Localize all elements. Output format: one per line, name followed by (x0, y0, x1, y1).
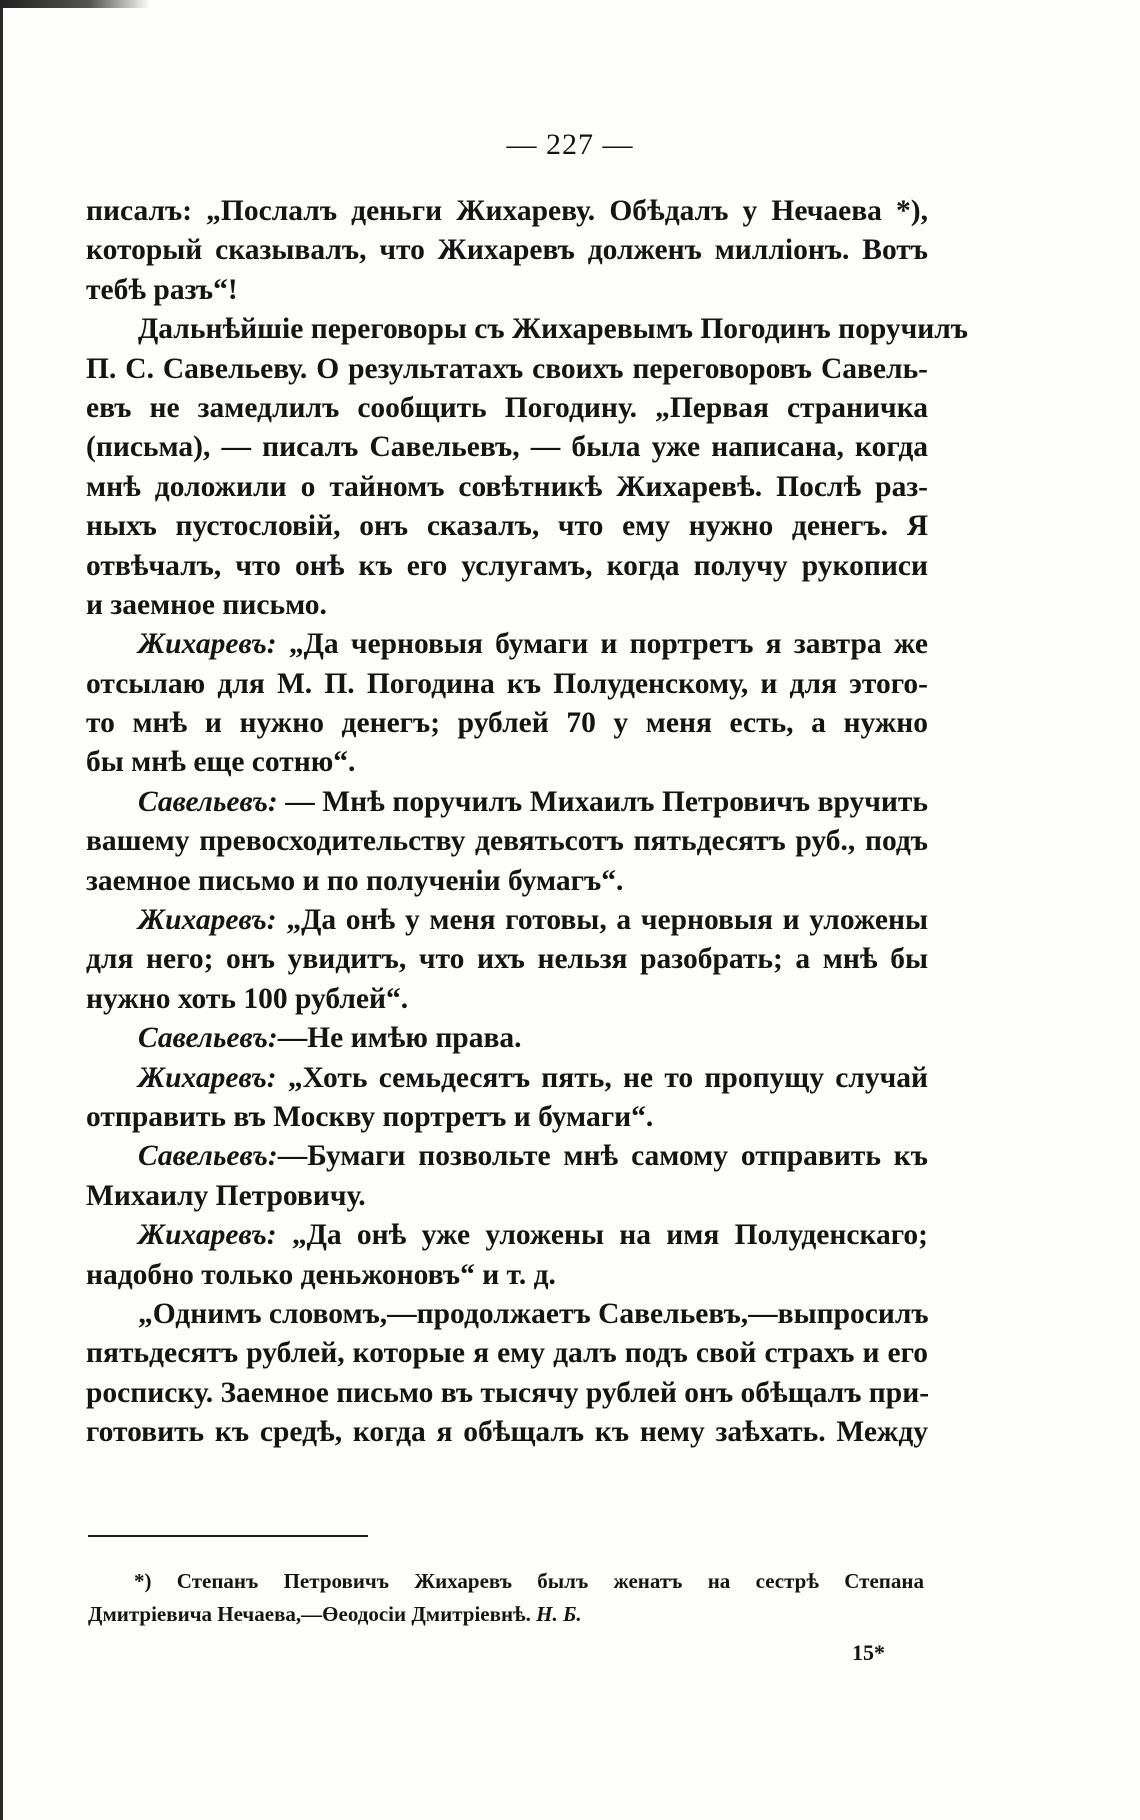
speaker-name: Савельевъ: (138, 1140, 278, 1173)
dialogue-text: — Мнѣ поручилъ Михаилъ Петровичъ вручить (285, 785, 929, 818)
dialogue-text: „Хоть семьдесятъ пять, не то пропущу случай (287, 1061, 928, 1094)
footnote (88, 1565, 924, 1631)
speaker-name: Савельевъ: (138, 1022, 278, 1055)
footnote-line (88, 1598, 924, 1631)
text-line: мнѣ доложили о тайномъ совѣтникѣ Жихаревѣ. Послѣ раз- (86, 470, 928, 503)
text-line: (письма), — писалъ Савельевъ, — была уже написана, когда (86, 431, 928, 464)
text-line: писалъ: „Послалъ деньги Жихареву. Обѣдалъ у Нечаева *), (86, 195, 928, 227)
text-line: и заемное письмо. (86, 588, 327, 621)
text-line: заемное письмо и по полученіи бумагъ“. (86, 864, 624, 897)
dialogue-line (86, 1019, 928, 1058)
text-line: отправить въ Москву портретъ и бумаги“. (86, 1100, 654, 1133)
dialogue-line (86, 901, 928, 940)
text-line: отсылаю для М. П. Погодина къ Полуденскому, и для этого- (86, 667, 928, 700)
text-line: то мнѣ и нужно денегъ; рублей 70 у меня есть, а нужно (86, 707, 928, 740)
dialogue-text: —Бумаги позвольте мнѣ самому отправить къ (277, 1140, 928, 1173)
text-line: Дальнѣйшіе переговоры съ Жихаревымъ Погодинъ поручилъ (138, 313, 969, 346)
speaker-name: Жихаревъ: (138, 904, 277, 937)
signature-mark: 15* (852, 1640, 885, 1665)
page-number: — 227 — (506, 128, 634, 161)
footnote-initials: Н. Б. (536, 1602, 582, 1626)
text-line: нужно хоть 100 рублей“. (86, 982, 409, 1015)
dialogue-text: —Не имѣю права. (277, 1022, 522, 1055)
speaker-name: Жихаревъ: (138, 1061, 277, 1094)
text-line: вашему превосходительству девятьсотъ пятьдесятъ руб., подъ (86, 825, 928, 858)
text-line: для него; онъ увидитъ, что ихъ нельзя разобрать; а мнѣ бы (86, 943, 928, 976)
text-line: бы мнѣ еще сотню“. (86, 746, 356, 779)
text-line: надобно только деньжоновъ“ и т. д. (86, 1258, 556, 1291)
footnote-rule (88, 1535, 368, 1537)
scan-edge-top (0, 0, 150, 8)
body-text (86, 192, 969, 1453)
dialogue-text: „Да онѣ у меня готовы, а черновыя и уложены (286, 904, 928, 937)
text-line: пятьдесятъ рублей, которые я ему далъ подъ свой страхъ и его (86, 1337, 928, 1370)
speaker-name: Савельевъ: (138, 785, 278, 818)
text-line: готовить къ средѣ, когда я обѣщалъ къ нему заѣхать. Между (86, 1416, 928, 1449)
dialogue-line (86, 1216, 928, 1255)
speaker-name: Жихаревъ: (138, 1219, 277, 1252)
dialogue-line (86, 1059, 928, 1098)
scan-edge-left (0, 0, 3, 1820)
text-line: тебѣ разъ“! (86, 273, 238, 306)
text-line: который сказывалъ, что Жихаревъ долженъ милліонъ. Вотъ (86, 234, 928, 267)
text-line: отвѣчалъ, что онѣ къ его услугамъ, когда получу рукописи (86, 549, 928, 582)
text-line: „Однимъ словомъ,—продолжаетъ Савельевъ,—выпросилъ (138, 1297, 929, 1330)
dialogue-line (86, 783, 928, 822)
footnote-text: Дмитріевича Нечаева,—Өеодосіи Дмитріевнѣ. (88, 1602, 531, 1626)
text-line: ныхъ пустословій, онъ сказалъ, что ему нужно денегъ. Я (86, 510, 928, 543)
text-line: П. С. Савельеву. О результатахъ своихъ переговоровъ Савель- (86, 352, 928, 385)
speaker-name: Жихаревъ: (138, 628, 277, 661)
text-line: Михаилу Петровичу. (86, 1179, 366, 1212)
text-line: евъ не замедлилъ сообщить Погодину. „Первая страничка (86, 391, 928, 424)
dialogue-line (86, 625, 928, 664)
footnote-line: *) Степанъ Петровичъ Жихаревъ былъ женатъ на сестрѣ Степана (134, 1569, 924, 1593)
text-line: росписку. Заемное письмо въ тысячу рублей онъ обѣщалъ при- (86, 1376, 930, 1409)
dialogue-text: „Да онѣ уже уложены на имя Полуденскаго; (291, 1219, 928, 1252)
dialogue-line (86, 1137, 928, 1176)
dialogue-text: „Да черновыя бумаги и портретъ я завтра же (288, 628, 929, 661)
